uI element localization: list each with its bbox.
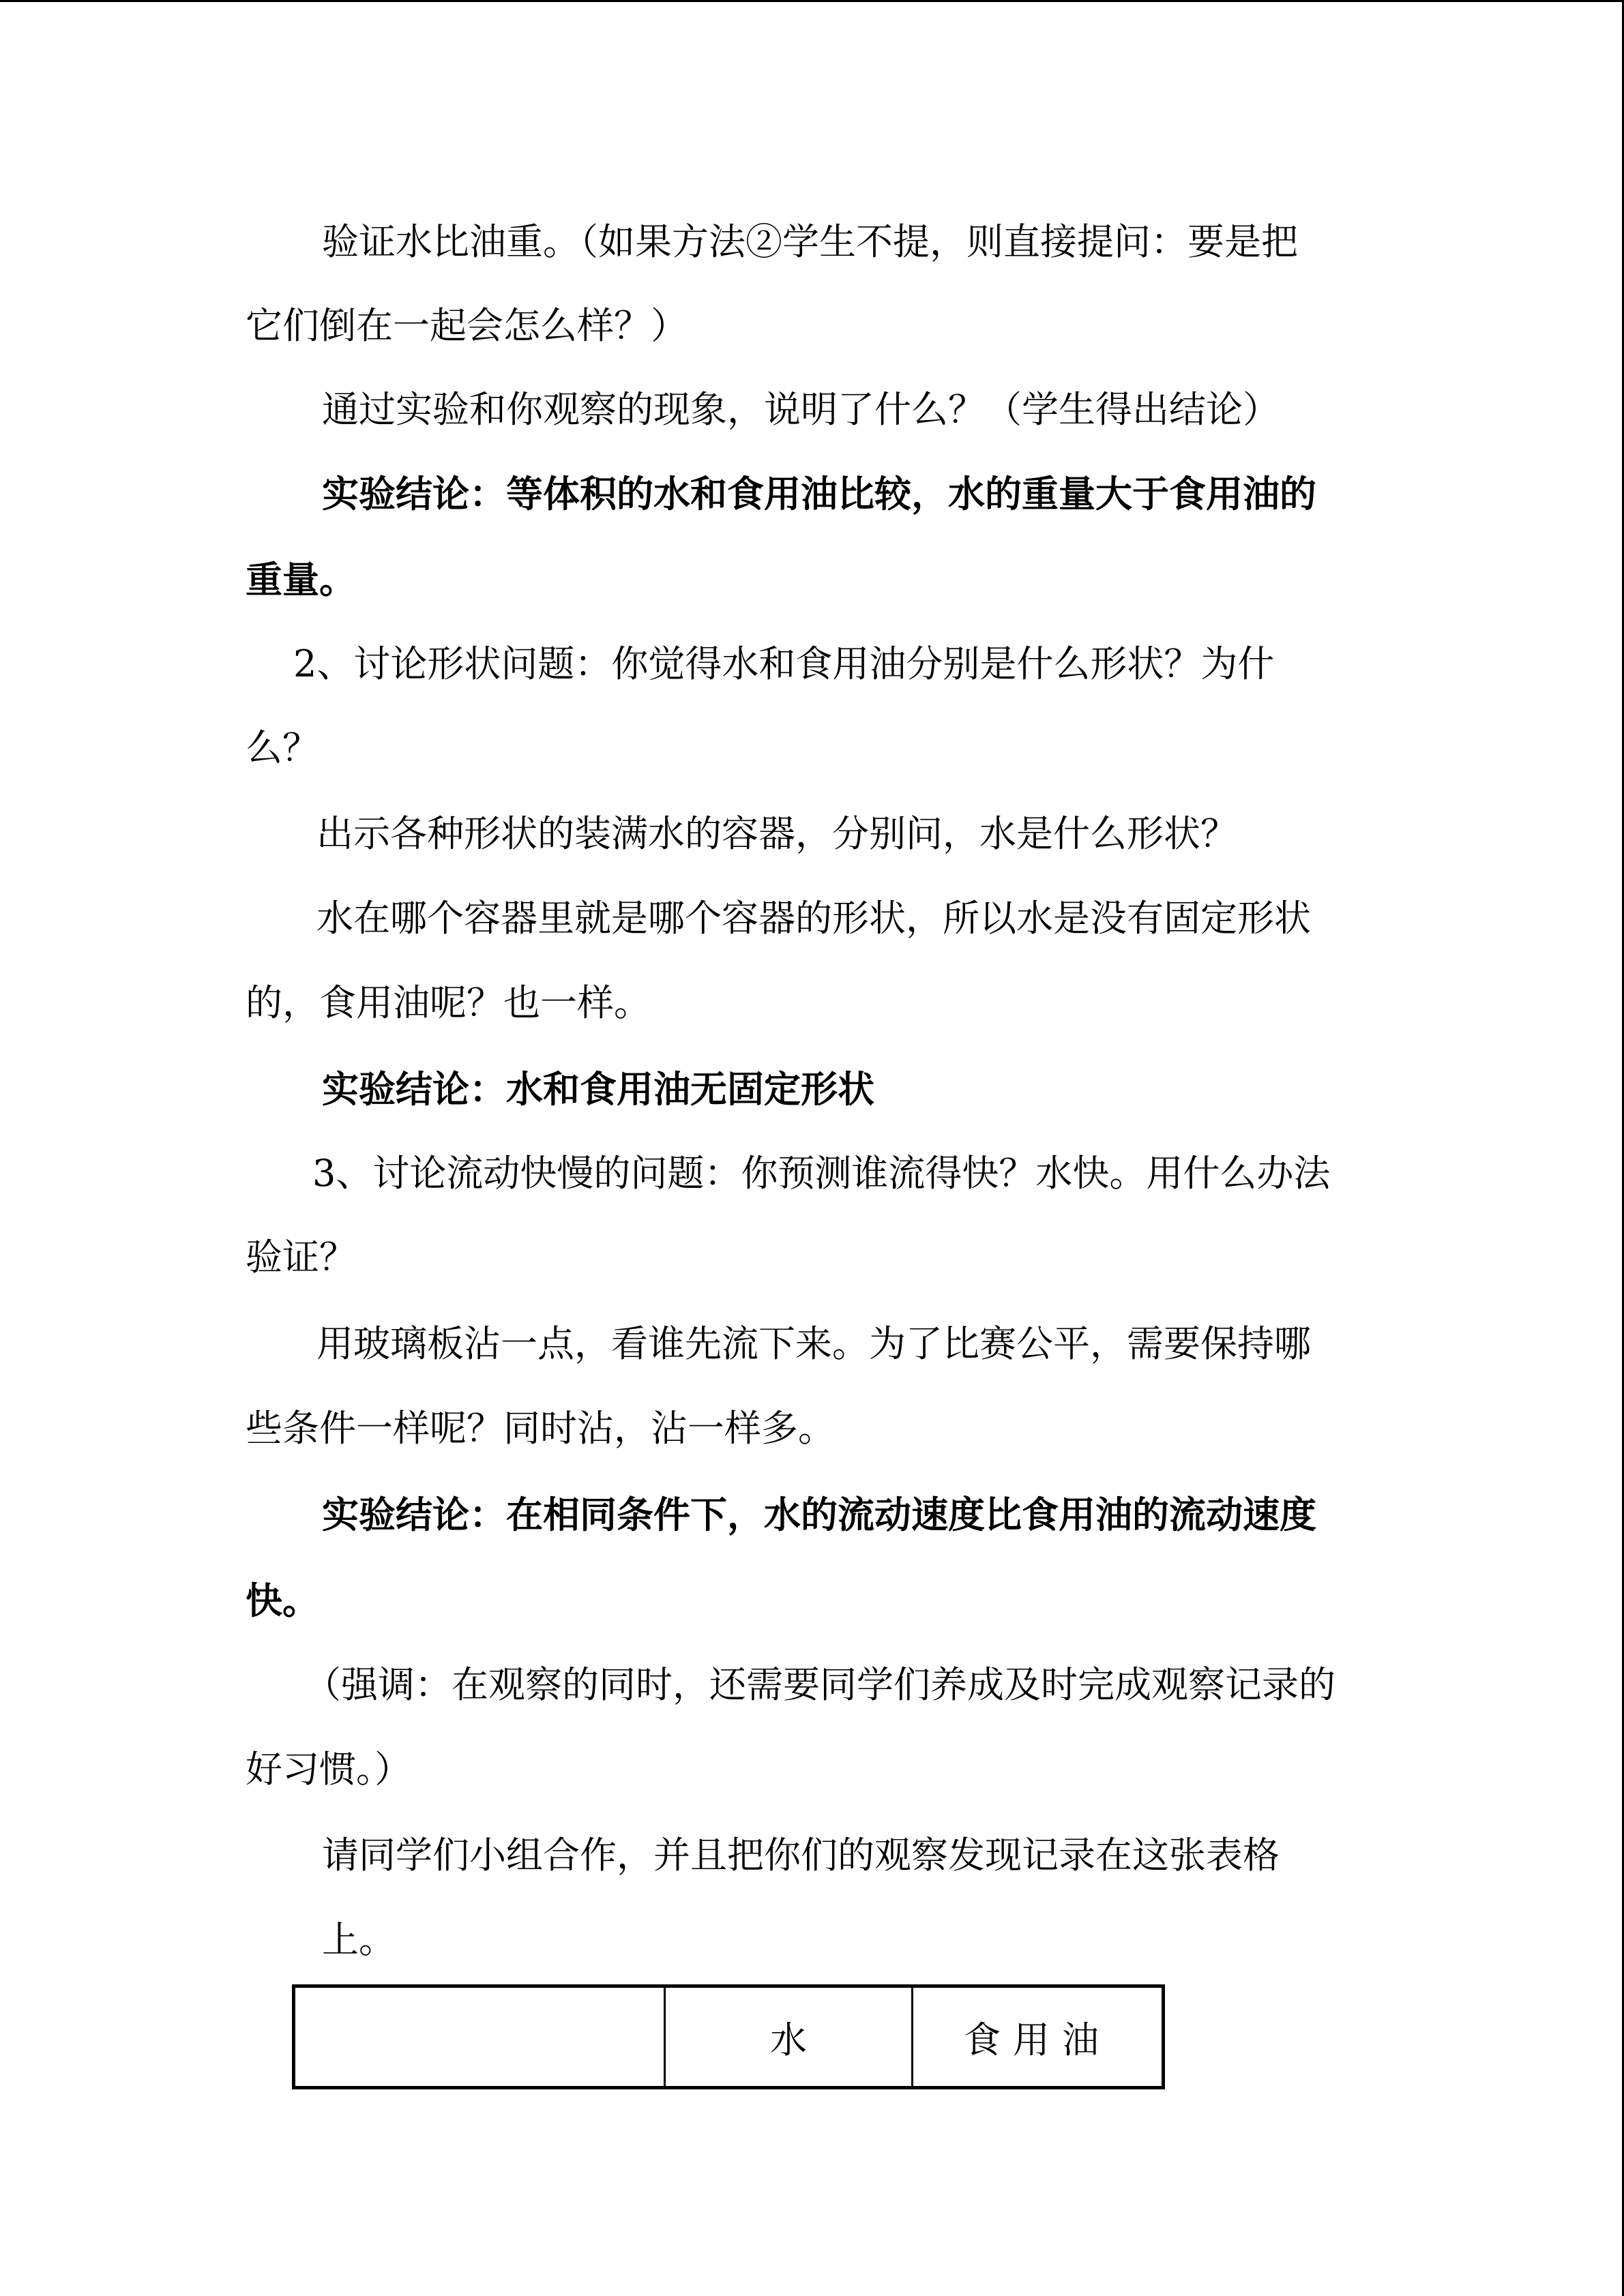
page-border-top bbox=[0, 0, 1624, 2]
paragraph-line: 好习惯。） bbox=[246, 1748, 411, 1791]
table-header-oil: 食用油 bbox=[913, 1986, 1164, 2088]
paragraph-line: 验证水比油重。（如果方法②学生不提，则直接提问：要是把 bbox=[322, 220, 1298, 263]
table-header-blank bbox=[294, 1986, 665, 2088]
paragraph-line: 通过实验和你观察的现象，说明了什么？（学生得出结论） bbox=[322, 388, 1280, 431]
paragraph-line: 它们倒在一起会怎么样？） bbox=[246, 304, 688, 347]
paragraph-line: 么？ bbox=[246, 726, 319, 769]
section-heading: 2、讨论形状问题：你觉得水和食用油分别是什么形状？为什 bbox=[293, 642, 1275, 685]
conclusion-line: 快。 bbox=[246, 1579, 319, 1622]
conclusion-line: 重量。 bbox=[246, 558, 356, 601]
table-row bbox=[294, 1986, 1164, 2088]
paragraph-line: 些条件一样呢？同时沾，沾一样多。 bbox=[246, 1407, 835, 1450]
paragraph-line: 请同学们小组合作，并且把你们的观察发现记录在这张表格 bbox=[322, 1834, 1280, 1877]
observation-table bbox=[292, 1984, 1165, 2089]
paragraph-line: 水在哪个容器里就是哪个容器的形状，所以水是没有固定形状 bbox=[316, 897, 1311, 940]
paragraph-line: 验证？ bbox=[246, 1236, 356, 1279]
paragraph-line: 出示各种形状的装满水的容器，分别问，水是什么形状？ bbox=[316, 812, 1237, 855]
conclusion-line: 实验结论：水和食用油无固定形状 bbox=[322, 1067, 874, 1111]
paragraph-line: 上。 bbox=[322, 1918, 396, 1961]
paragraph-line: 用玻璃板沾一点，看谁先流下来。为了比赛公平，需要保持哪 bbox=[316, 1322, 1311, 1365]
section-heading: 3、讨论流动快慢的问题：你预测谁流得快？水快。用什么办法 bbox=[312, 1152, 1331, 1195]
paragraph-line: 的，食用油呢？也一样。 bbox=[246, 981, 651, 1024]
table-header-water: 水 bbox=[665, 1986, 913, 2088]
conclusion-line: 实验结论：在相同条件下，水的流动速度比食用油的流动速度 bbox=[322, 1493, 1316, 1536]
paragraph-line: （强调：在观察的同时，还需要同学们养成及时完成观察记录的 bbox=[304, 1663, 1335, 1706]
conclusion-line: 实验结论：等体积的水和食用油比较，水的重量大于食用油的 bbox=[322, 472, 1316, 516]
